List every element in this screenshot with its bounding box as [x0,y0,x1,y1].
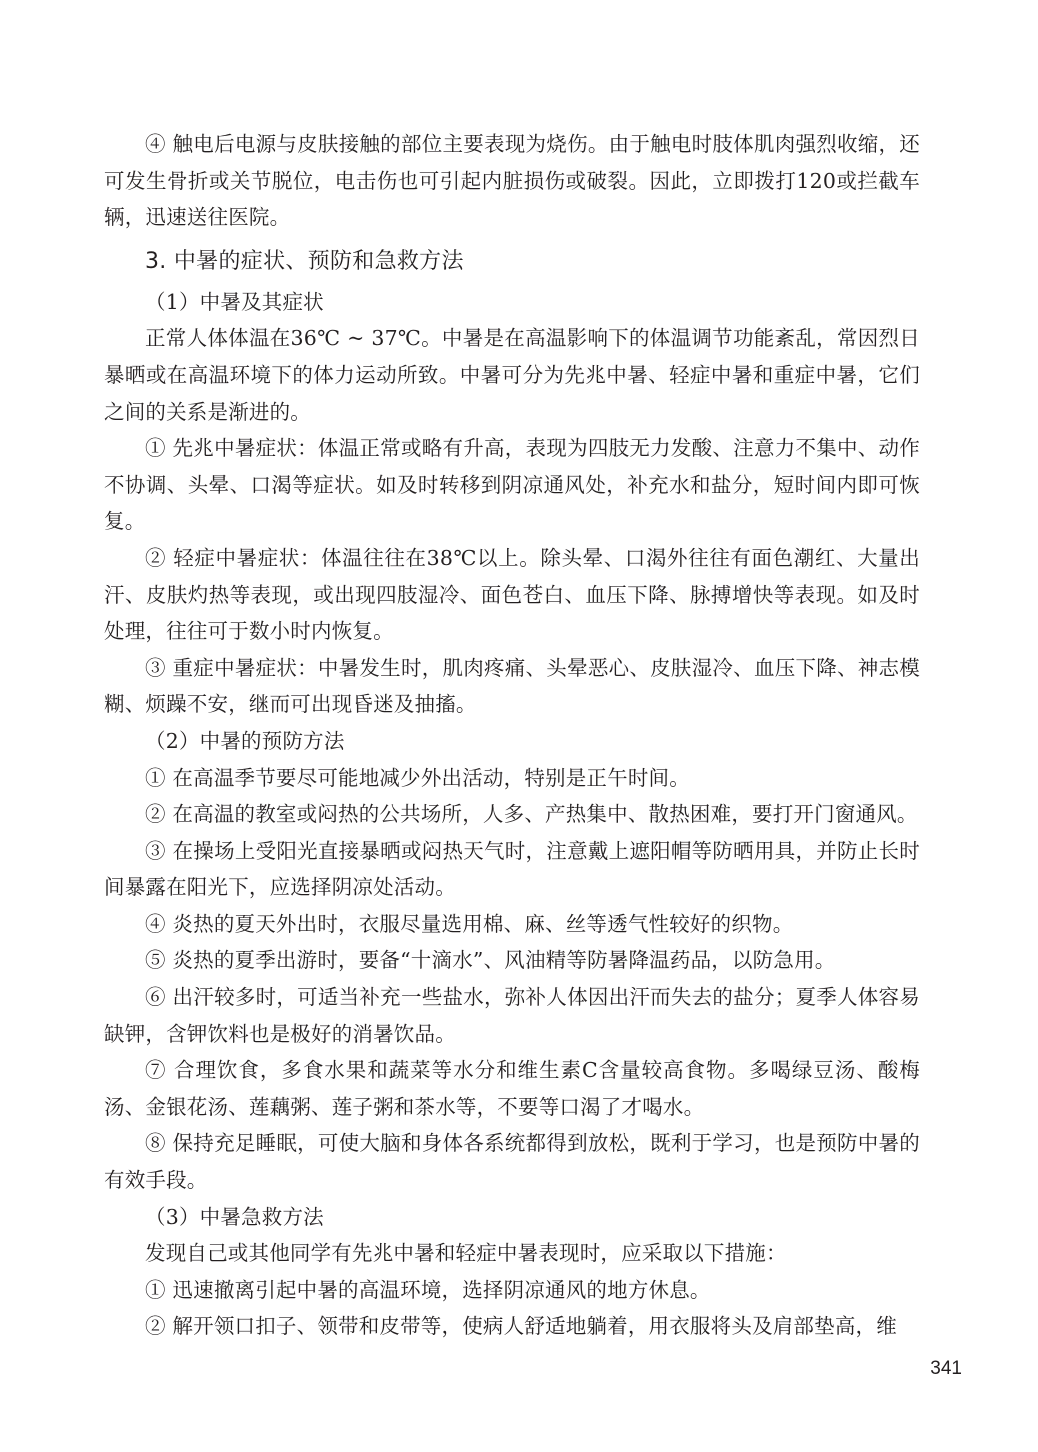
paragraph: ① 在高温季节要尽可能地减少外出活动，特别是正午时间。 [145,765,690,790]
page-body [104,126,920,1345]
paragraph: ③ 在操场上受阳光直接暴晒或闷热天气时，注意戴上遮阳帽等防晒用具，并防止长时间暴露在阳光下，应选择阴凉处活动。 [104,838,920,900]
subsection-title: （1）中暑及其症状 [145,289,324,314]
paragraph: ④ 炎热的夏天外出时，衣服尽量选用棉、麻、丝等透气性较好的织物。 [145,911,794,936]
paragraph: ② 轻症中暑症状：体温往往在38℃以上。除头晕、口渴外往往有面色潮红、大量出汗、皮肤灼热等表现，或出现四肢湿冷、面色苍白、血压下降、脉搏增快等表现。如及时处理，往往可于数小时内恢复。 [104,545,920,644]
page-number: 341 [930,1358,962,1379]
paragraph: ② 在高温的教室或闷热的公共场所，人多、产热集中、散热困难，要打开门窗通风。 [145,802,918,827]
paragraph: ⑦ 合理饮食，多食水果和蔬菜等水分和维生素C含量较高食物。多喝绿豆汤、酸梅汤、金银花汤、莲藕粥、莲子粥和茶水等，不要等口渴了才喝水。 [104,1058,920,1119]
section-title: 3. 中暑的症状、预防和急救方法 [145,248,464,274]
paragraph: ① 迅速撤离引起中暑的高温环境，选择阴凉通风的地方休息。 [145,1277,711,1302]
paragraph: ④ 触电后电源与皮肤接触的部位主要表现为烧伤。由于触电时肢体肌肉强烈收缩，还可发生骨折或关节脱位，电击伤也可引起内脏损伤或破裂。因此，立即拨打120或拦截车辆，迅速送往医院。 [104,132,920,230]
paragraph: ① 先兆中暑症状：体温正常或略有升高，表现为四肢无力发酸、注意力不集中、动作不协调、头晕、口渴等症状。如及时转移到阴凉通风处，补充水和盐分，短时间内即可恢复。 [104,436,920,534]
paragraph: 正常人体体温在36℃ ~ 37℃。中暑是在高温影响下的体温调节功能紊乱，常因烈日暴晒或在高温环境下的体力运动所致。中暑可分为先兆中暑、轻症中暑和重症中暑，它们之间的关系是渐进的。 [104,326,920,424]
paragraph: ⑤ 炎热的夏季出游时，要备“十滴水”、风油精等防暑降温药品，以防急用。 [145,948,836,973]
subsection-title: （3）中暑急救方法 [145,1204,324,1229]
paragraph: ③ 重症中暑症状：中暑发生时，肌肉疼痛、头晕恶心、皮肤湿冷、血压下降、神志模糊、烦躁不安，继而可出现昏迷及抽搐。 [104,655,920,717]
paragraph: 发现自己或其他同学有先兆中暑和轻症中暑表现时，应采取以下措施： [145,1241,787,1266]
paragraph: ⑧ 保持充足睡眠，可使大脑和身体各系统都得到放松，既利于学习，也是预防中暑的有效手段。 [104,1131,920,1193]
subsection-title: （2）中暑的预防方法 [145,728,345,753]
paragraph: ② 解开领口扣子、领带和皮带等，使病人舒适地躺着，用衣服将头及肩部垫高，维 [145,1314,897,1339]
paragraph: ⑥ 出汗较多时，可适当补充一些盐水，弥补人体因出汗而失去的盐分；夏季人体容易缺钾，含钾饮料也是极好的消暑饮品。 [104,985,920,1046]
